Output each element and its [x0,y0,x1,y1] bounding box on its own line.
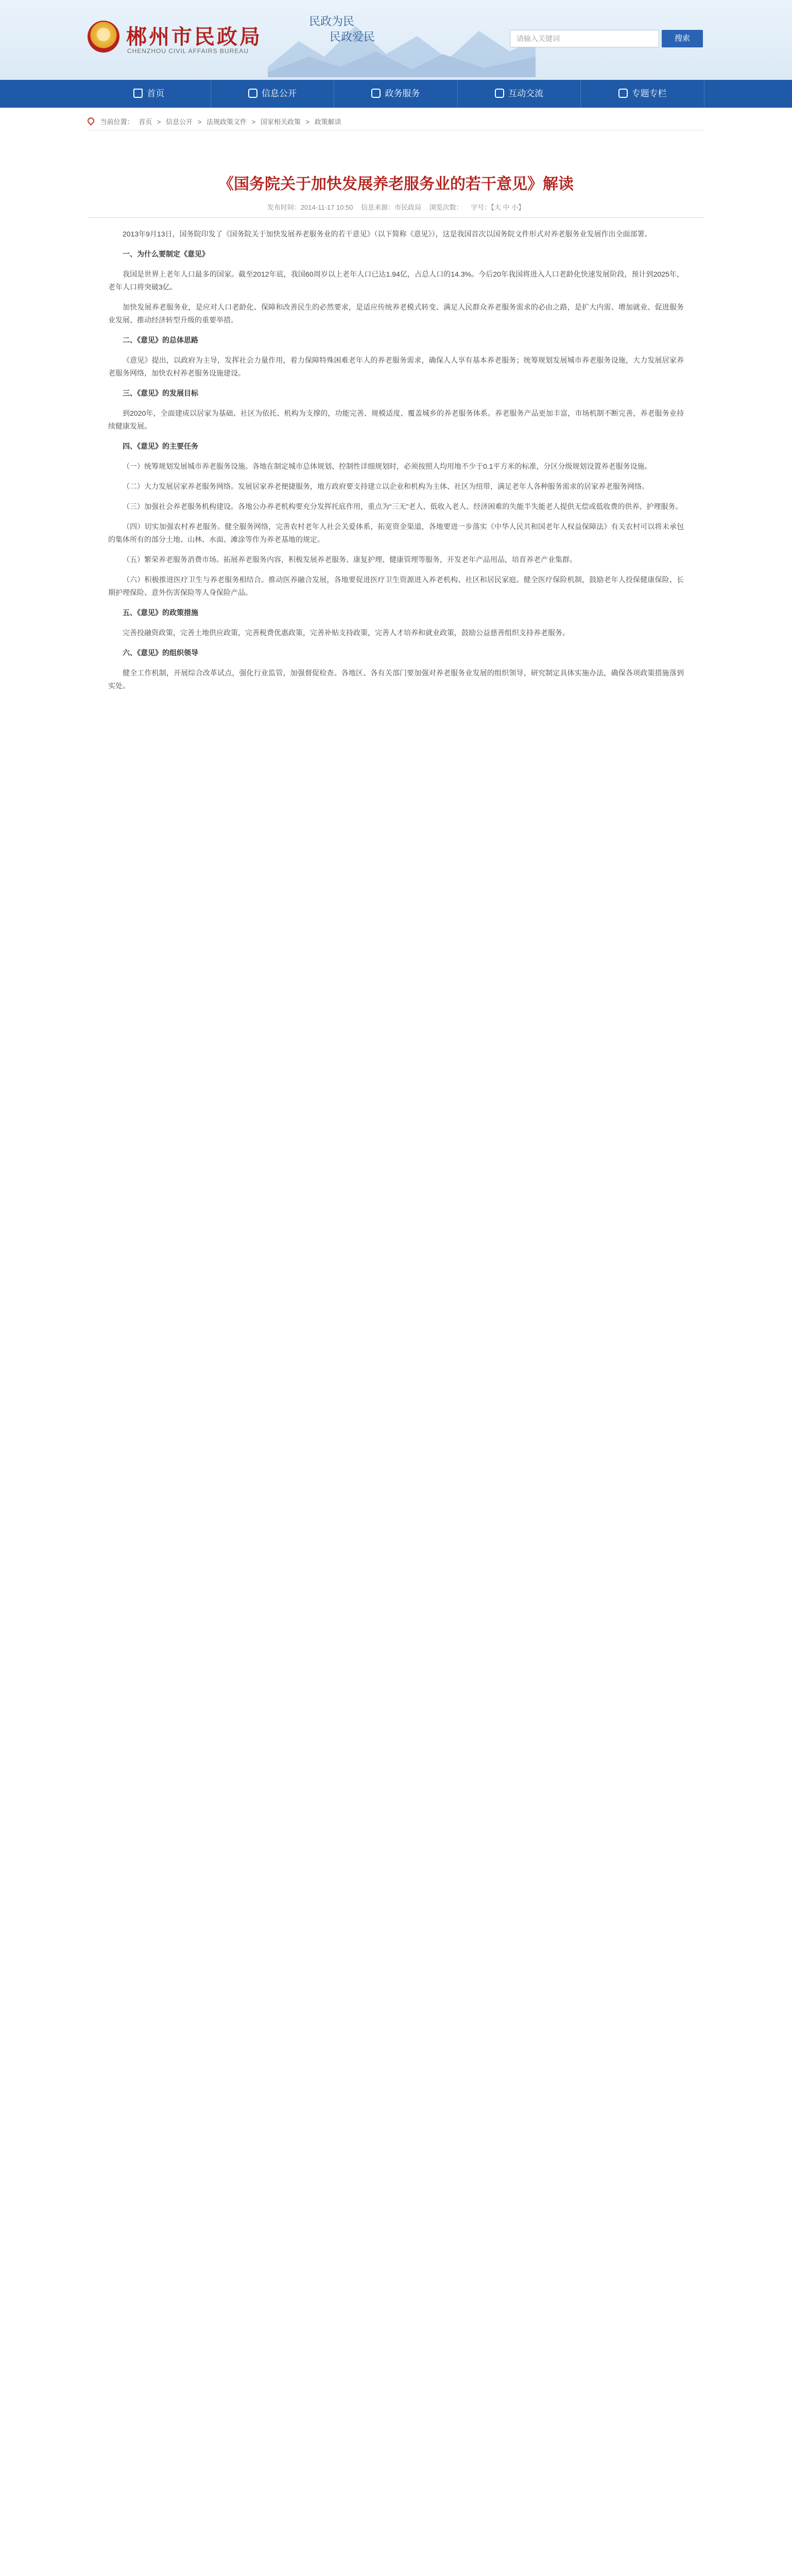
nav-item-home[interactable] [88,80,211,108]
article-paragraph: （三）加强社会养老服务机构建设。各地公办养老机构要充分发挥托底作用，重点为“三无”老人、低收入老人、经济困难的失能半失能老人提供无偿或低收费的供养、护理服务。 [123,502,683,511]
slogan-line: 民政爱民 [330,31,375,44]
briefcase-icon [371,89,381,98]
article-meta [88,202,704,212]
title-divider [88,217,704,218]
article-title: 《国务院关于加快发展养老服务业的若干意见》解读 [218,176,574,193]
nav-label: 政务服务 [385,89,420,98]
article-source: 信息来源：市民政局 [361,204,422,211]
home-icon [133,89,143,98]
slogan-line: 民政为民 [309,15,355,28]
article-paragraph: （一）统筹规划发展城市养老服务设施。各地在制定城市总体规划、控制性详细规划时，必须按照人均用地不少于0.1平方米的标准，分区分级规划设置养老服务设施。 [123,462,652,470]
nav-item-topics[interactable] [581,80,704,108]
article-paragraph: 五、《意见》的政策措施 [123,608,198,617]
article-paragraph: 到2020年，全面建成以居家为基础、社区为依托、机构为支撑的，功能完善、规模适度、覆盖城乡的养老服务体系。养老服务产品更加丰富，市场机制不断完善，养老服务业持续健康发展。 [108,409,684,430]
article-paragraph: 二、《意见》的总体思路 [123,336,198,344]
breadcrumb-sep: > [305,118,310,126]
search-input[interactable]: 请输入关键词 [510,30,659,47]
publish-date: 发布时间：2014-11-17 10:50 [267,204,353,211]
header-banner [0,0,792,80]
nav-item-interaction[interactable] [458,80,581,108]
breadcrumb-sep: > [251,118,256,126]
article-paragraph: 2013年9月13日，国务院印发了《国务院关于加快发展养老服务业的若干意见》（以下简称《意见》），这是我国首次以国务院文件形式对养老服务业发展作出全面部署。 [123,230,652,238]
breadcrumb [88,114,704,130]
breadcrumb-sep: > [157,118,161,126]
site-logo-icon[interactable] [88,21,119,53]
article-paragraph: 《意见》提出，以政府为主导，发挥社会力量作用，着力保障特殊困难老年人的养老服务需求，确保人人享有基本养老服务；统筹规划发展城市养老服务设施，大力发展居家养老服务网络，加快农村养老服务设施建设。 [108,356,684,377]
document-icon [248,89,257,98]
article-paragraph: 三、《意见》的发展目标 [123,389,198,397]
article-paragraph: 完善投融资政策，完善土地供应政策，完善税费优惠政策，完善补贴支持政策，完善人才培养和就业政策，鼓励公益慈善组织支持养老服务。 [123,629,570,637]
site-english-name: CHENZHOU CIVIL AFFAIRS BUREAU [127,47,249,55]
article-paragraph: 我国是世界上老年人口最多的国家。截至2012年底，我国60周岁以上老年人口已达1.94亿，占总人口的14.3%。今后20年我国将进入人口老龄化快速发展阶段，预计到2025年，老年人口将突破3亿。 [108,270,684,291]
article-paragraph: （四）切实加强农村养老服务。健全服务网络，完善农村老年人社会关爱体系，拓宽资金渠道，各地要进一步落实《中华人民共和国老年人权益保障法》有关农村可以将未承包的集体所有的部分土地、山林、水面、滩涂等作为养老基地的规定。 [108,522,684,544]
article-paragraph: 四、《意见》的主要任务 [123,442,198,450]
nav-item-services[interactable] [334,80,458,108]
font-size-switch[interactable]: 字号：【大 中 小】 [471,204,525,211]
article-paragraph: 一、为什么要制定《意见》 [123,250,209,258]
article-paragraph: （二）大力发展居家养老服务网络。发展居家养老便捷服务，地方政府要支持建立以企业和机构为主体、社区为纽带，满足老年人各种服务需求的居家养老服务网络。 [123,482,649,490]
breadcrumb-link[interactable]: 信息公开 [166,118,193,126]
nav-item-info[interactable] [211,80,335,108]
breadcrumb-prefix: 当前位置： [100,118,134,126]
landscape-decoration [268,10,536,77]
article-body [108,228,684,700]
nav-label: 互动交流 [508,89,544,98]
search-button[interactable]: 搜索 [662,30,703,47]
breadcrumb-link[interactable]: 首页 [139,118,152,126]
nav-label: 首页 [147,89,165,98]
article-paragraph: （五）繁荣养老服务消费市场。拓展养老服务内容，积极发展养老服务、康复护理、健康管理等服务，开发老年产品用品，培育养老产业集群。 [123,555,577,564]
main-nav [0,80,792,108]
breadcrumb-link[interactable]: 国家相关政策 [260,118,301,126]
site-name[interactable]: 郴州市民政局 [126,26,262,48]
nav-label: 信息公开 [261,89,297,98]
folder-icon [618,89,628,98]
nav-label: 专题专栏 [631,89,667,98]
breadcrumb-link[interactable]: 法规政策文件 [206,118,247,126]
chat-icon [495,89,504,98]
view-count: 浏览次数： [429,204,463,211]
article-paragraph: 健全工作机制，开展综合改革试点，强化行业监管，加强督促检查。各地区、各有关部门要加强对养老服务业发展的组织领导，研究制定具体实施办法，确保各项政策措施落到实处。 [108,669,684,690]
article-paragraph: 六、《意见》的组织领导 [123,649,198,657]
slogan [309,14,375,45]
location-pin-icon [86,116,95,125]
breadcrumb-sep: > [197,118,202,126]
breadcrumb-current[interactable]: 政策解读 [314,118,341,126]
article-paragraph: （六）积极推进医疗卫生与养老服务相结合。推动医养融合发展，各地要促进医疗卫生资源进入养老机构、社区和居民家庭。健全医疗保险机制，鼓励老年人投保健康保险、长期护理保险、意外伤害保险等人身保险产品。 [108,575,684,597]
article-paragraph: 加快发展养老服务业，是应对人口老龄化、保障和改善民生的必然要求，是适应传统养老模式转变、满足人民群众养老服务需求的必由之路，是扩大内需、增加就业、促进服务业发展、推动经济转型升级的重要举措。 [108,303,684,324]
